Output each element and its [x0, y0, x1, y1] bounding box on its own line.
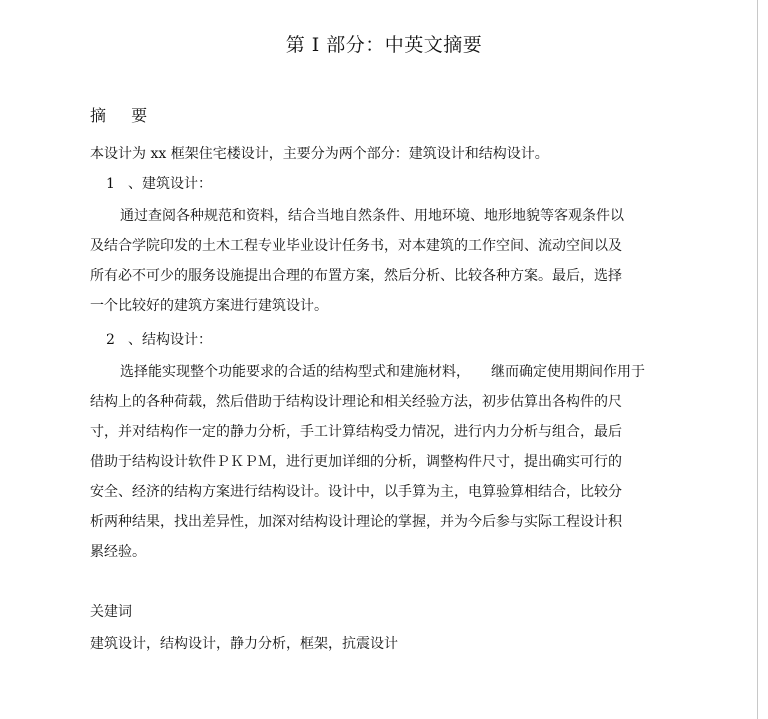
intro-paragraph: 本设计为 xx 框架住宅楼设计，主要分为两个部分：建筑设计和结构设计。: [90, 146, 549, 162]
page-edge-line: [757, 0, 758, 719]
section1-line: 通过查阅各种规范和资料，结合当地自然条件、用地环境、地形地貌等客观条件以: [120, 208, 624, 224]
section2-line: 结构上的各种荷载，然后借助于结构设计理论和相关经验方法，初步估算出各构件的尺: [90, 394, 622, 410]
section2-line: 累经验。: [90, 544, 146, 560]
section2-line: 选择能实现整个功能要求的合适的结构型式和建施材料， 继而确定使用期间作用于: [120, 364, 645, 380]
section1-line: 一个比较好的建筑方案进行建筑设计。: [90, 298, 328, 314]
section2-line: 安全、经济的结构方案进行结构设计。设计中，以手算为主，电算验算相结合，比较分: [90, 484, 622, 500]
section1-number: 1: [106, 176, 115, 192]
section1-line: 及结合学院印发的土木工程专业毕业设计任务书，对本建筑的工作空间、流动空间以及: [90, 238, 622, 254]
section1-label: 、建筑设计：: [128, 176, 212, 192]
section2-line: 借助于结构设计软件ＰＫＰＭ，进行更加详细的分析，调整构件尺寸，提出确实可行的: [90, 454, 622, 470]
section2-number: 2: [106, 332, 115, 348]
keywords-heading: 关建词: [90, 604, 132, 620]
section2-line: 析两种结果，找出差异性，加深对结构设计理论的掌握，并为今后参与实际工程设计积: [90, 514, 622, 530]
page-title: 第 I 部分：中英文摘要: [285, 34, 483, 56]
section2-label: 、结构设计：: [128, 332, 212, 348]
section2-heading: [106, 330, 212, 350]
keywords-list: 建筑设计，结构设计，静力分析，框架，抗震设计: [90, 636, 398, 652]
section1-heading: [106, 174, 212, 194]
section2-line: 寸，并对结构作一定的静力分析，手工计算结构受力情况，进行内力分析与组合，最后: [90, 424, 622, 440]
abstract-heading: 摘 要: [90, 106, 158, 125]
section1-line: 所有必不可少的服务设施提出合理的布置方案，然后分析、比较各种方案。最后，选择: [90, 268, 622, 284]
